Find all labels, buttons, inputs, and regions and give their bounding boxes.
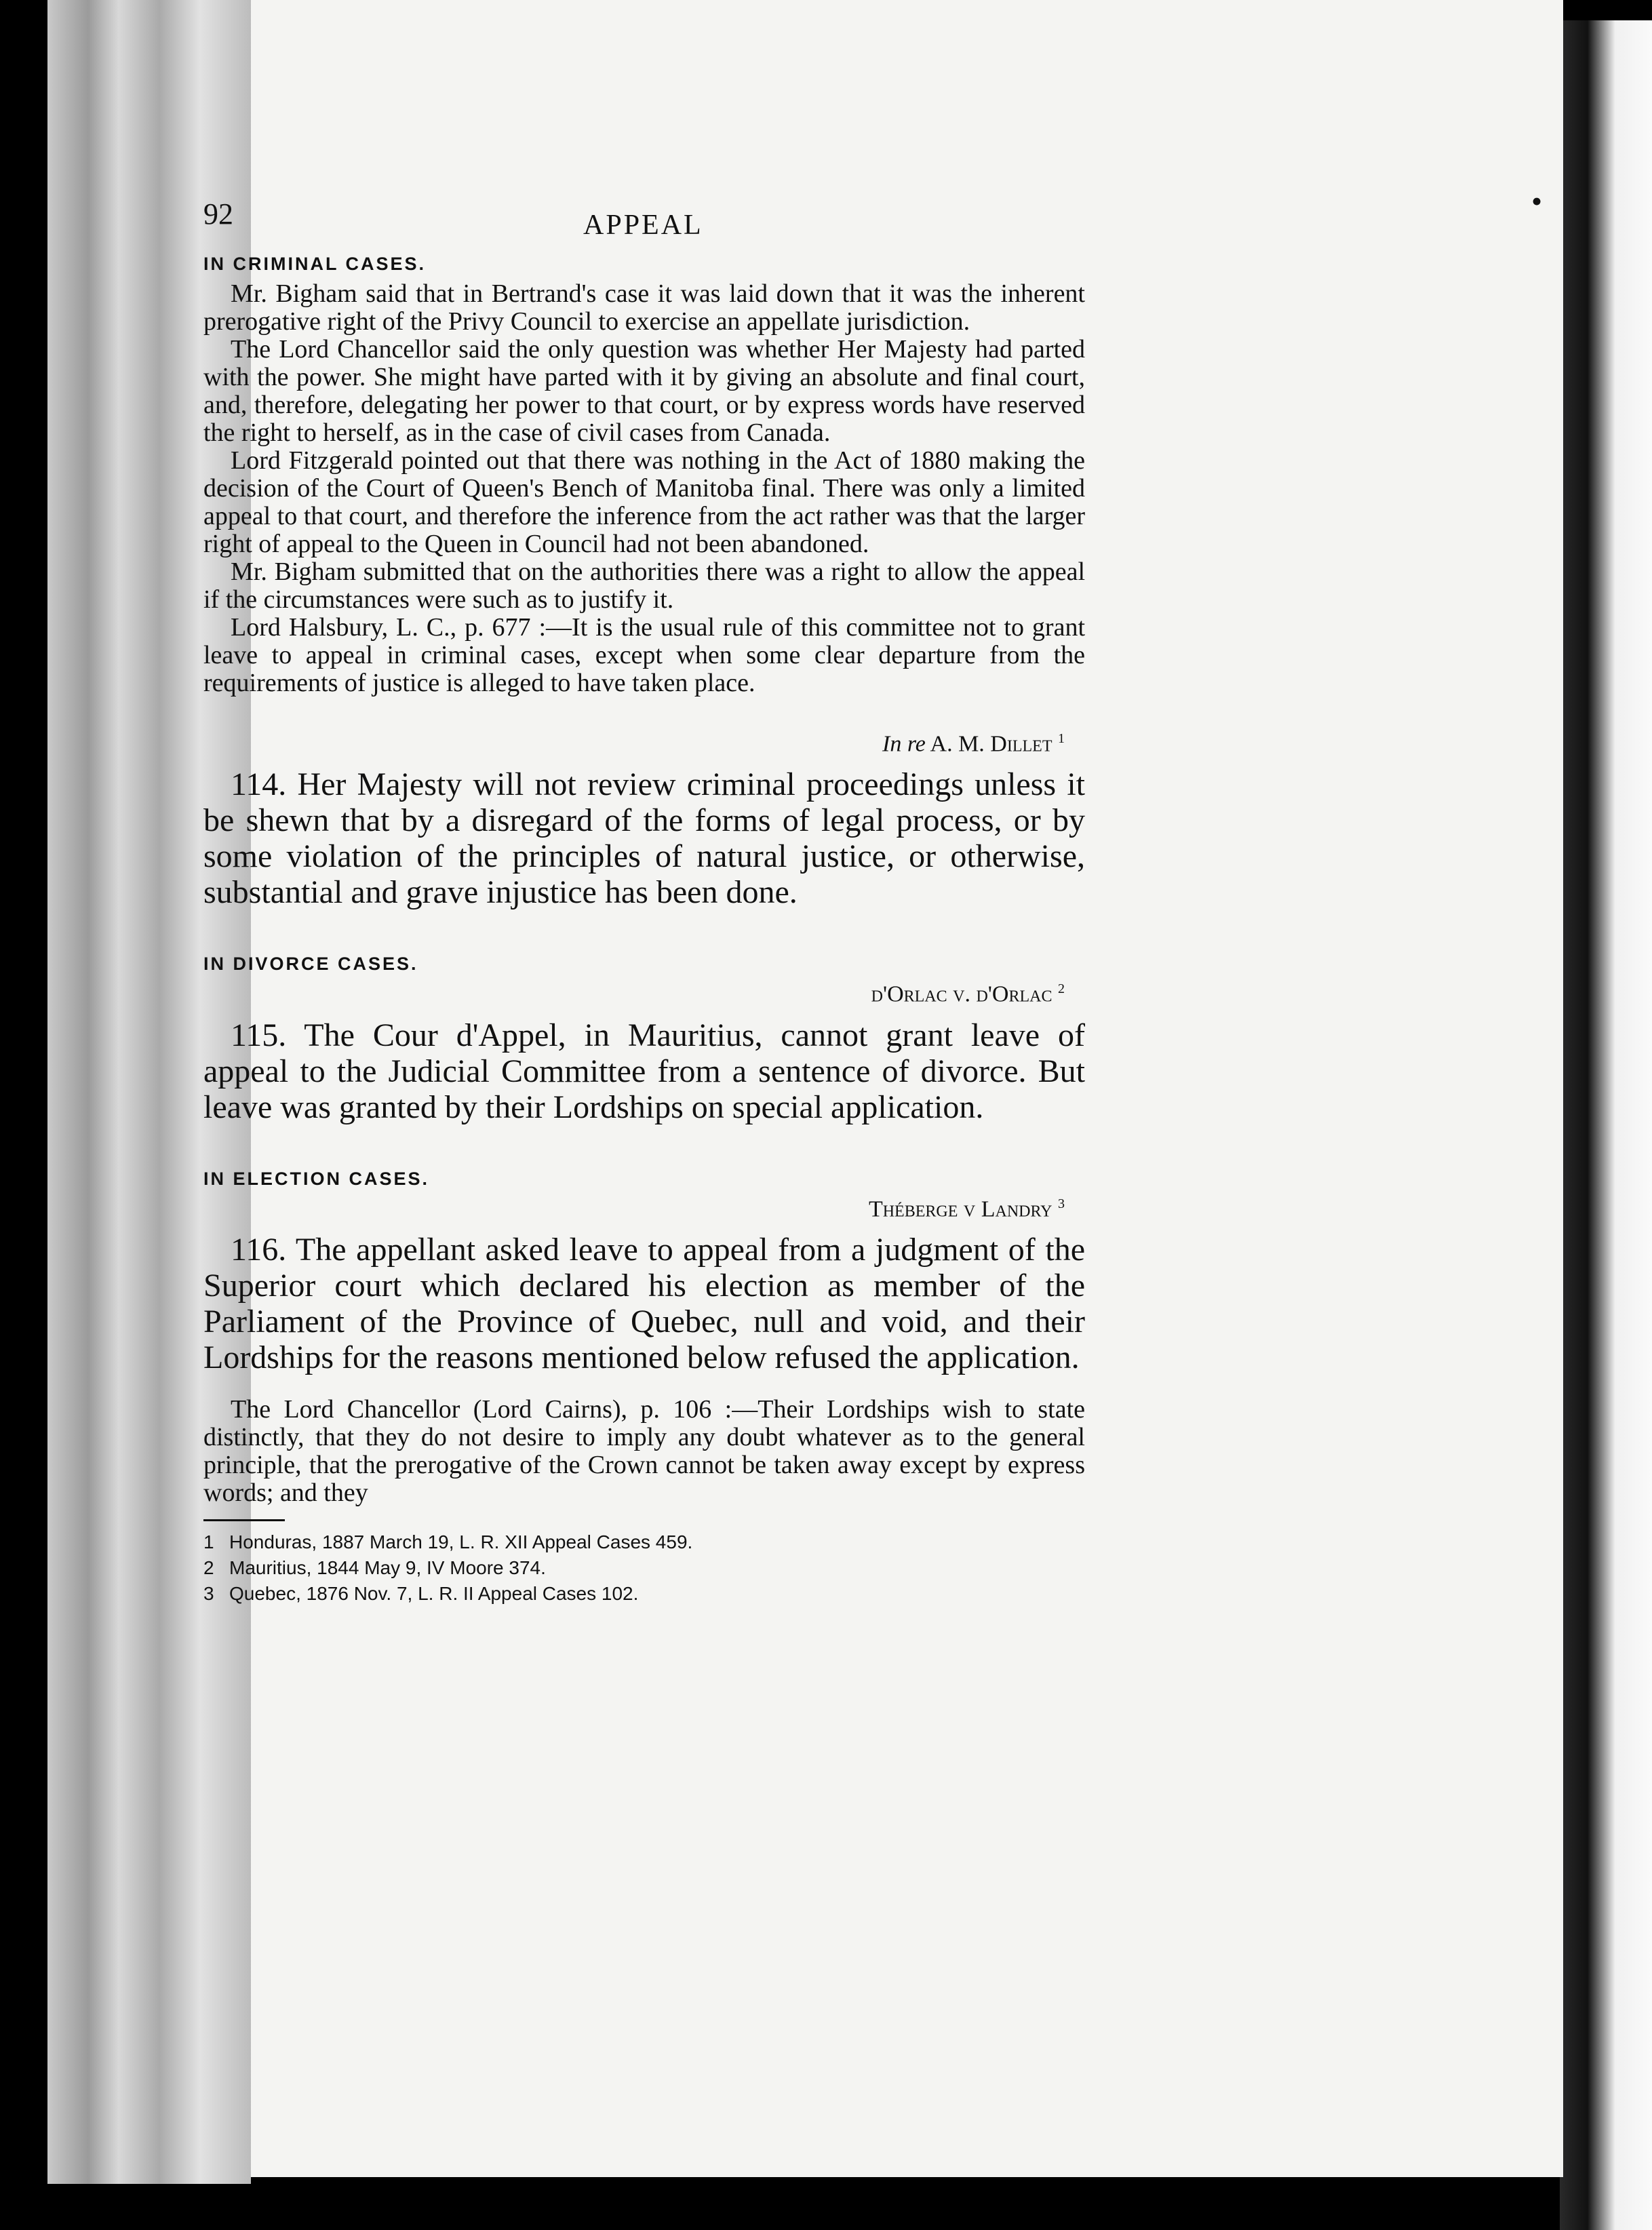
page-content xyxy=(203,197,1085,1607)
running-head xyxy=(203,197,1085,251)
running-title: APPEAL xyxy=(583,210,703,241)
footnote: 3 Quebec, 1876 Nov. 7, L. R. II Appeal Cases 102. xyxy=(203,1582,639,1604)
section-heading-criminal: IN CRIMINAL CASES. xyxy=(203,254,427,274)
footnote: 1 Honduras, 1887 March 19, L. R. XII Appeal Cases 459. xyxy=(203,1531,693,1552)
edge-mark: • xyxy=(1531,184,1543,218)
case-citation: Théberge v Landry $^3$ xyxy=(868,1196,1065,1221)
rule-115: 115. The Cour d'Appel, in Mauritius, cannot grant leave of appeal to the Judicial Committee from a sentence of divorce. But leave was granted by their Lordships on special application. xyxy=(203,1017,1085,1125)
paragraph: The Lord Chancellor (Lord Cairns), p. 106 :—Their Lordships wish to state distinctly, that they do not desire to imply any doubt whatever as to the general principle, that the prerogative of the Crown cannot be taken away except by express words; and they xyxy=(203,1394,1085,1507)
book-right-edge xyxy=(1560,20,1652,2230)
section-heading-divorce: IN DIVORCE CASES. xyxy=(203,954,418,975)
footnote: 2 Mauritius, 1844 May 9, IV Moore 374. xyxy=(203,1557,546,1578)
paragraph: Lord Fitzgerald pointed out that there was nothing in the Act of 1880 making the decision of the Court of Queen's Bench of Manitoba final. There was only a limited appeal to that court, and therefore the inference from the act rather was that the larger right of appeal to the Queen in Council had not been abandoned. xyxy=(203,446,1085,558)
paragraph: Lord Halsbury, L. C., p. 677 :—It is the usual rule of this committee not to grant leave to appeal in criminal cases, except when some clear departure from the requirements of justice is alleged to have taken place. xyxy=(203,613,1085,697)
paragraph: The Lord Chancellor said the only question was whether Her Majesty had parted with the power. She might have parted with it by giving an absolute and final court, and, therefore, delegating her power to that court, or by express words have reserved the right to herself, as in the case of civil cases from Canada. xyxy=(203,335,1085,447)
case-citation: In re A. M. Dillet $^1$ xyxy=(882,731,1065,757)
page-number: 92 xyxy=(203,197,233,231)
footnote-rule xyxy=(203,1519,285,1521)
rule-114: 114. Her Majesty will not review criminal proceedings unless it be shewn that by a disregard of the forms of legal process, or by some violation of the principles of natural justice, or otherwise, substantial and grave injustice has been done. xyxy=(203,766,1085,911)
section-heading-election: IN ELECTION CASES. xyxy=(203,1168,430,1189)
paragraph: Mr. Bigham submitted that on the authorities there was a right to allow the appeal if the circumstances were such as to justify it. xyxy=(203,558,1085,614)
rule-116: 116. The appellant asked leave to appeal from a judgment of the Superior court which declared his election as member of the Parliament of the Province of Quebec, null and void, and their Lordships for the reasons mentioned below refused the application. xyxy=(203,1231,1085,1375)
paragraph: Mr. Bigham said that in Bertrand's case it was laid down that it was the inherent prerogative right of the Privy Council to exercise an appellate jurisdiction. xyxy=(203,279,1085,336)
case-citation: d'Orlac v. d'Orlac $^2$ xyxy=(871,981,1065,1007)
